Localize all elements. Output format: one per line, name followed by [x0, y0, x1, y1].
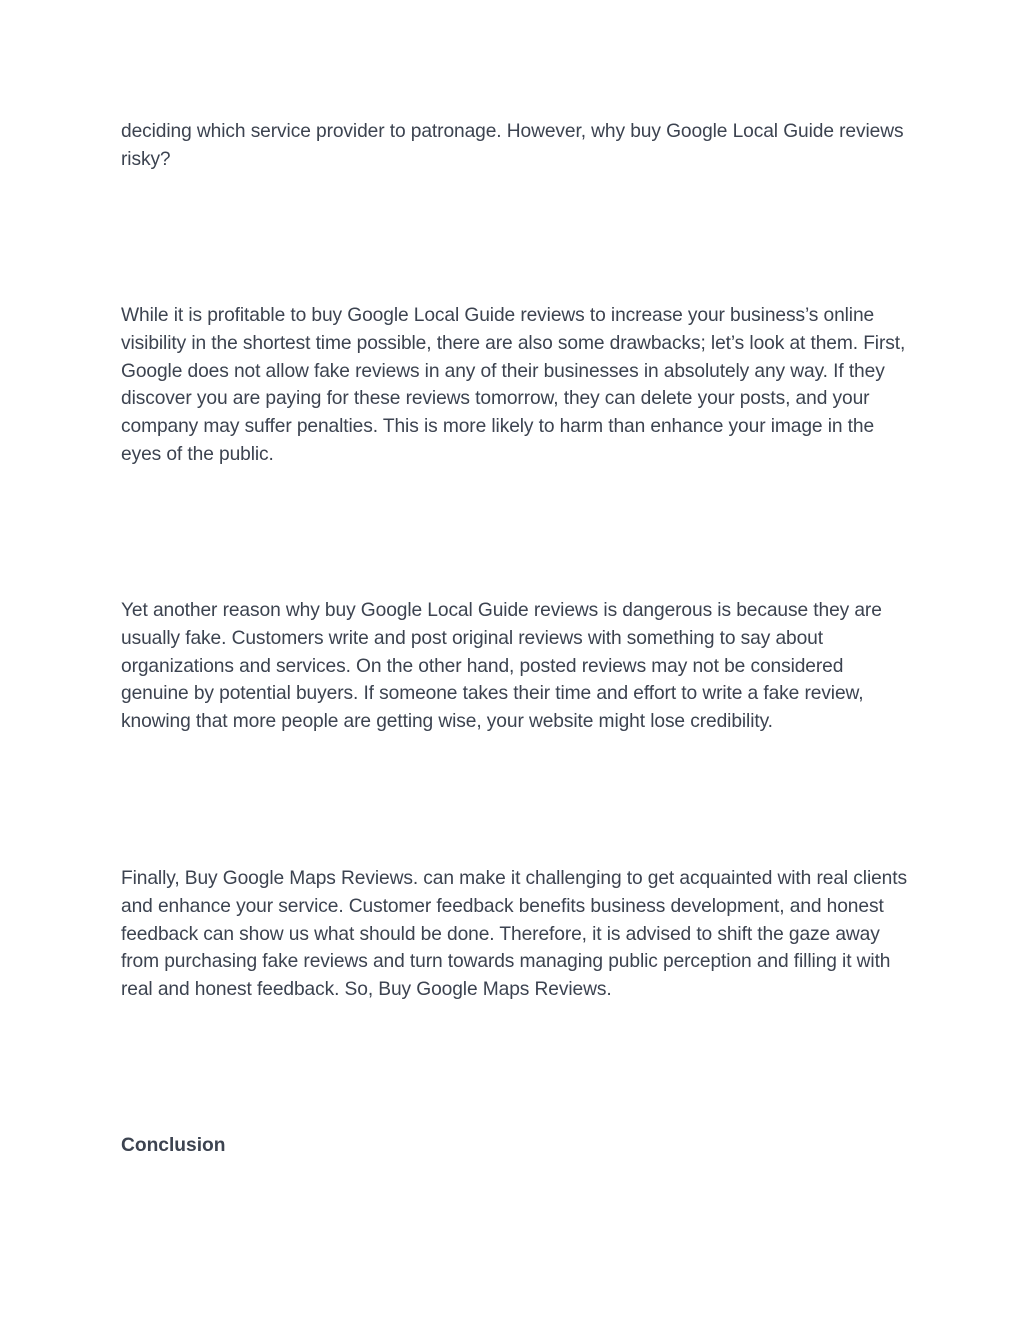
paragraph-finally: Finally, Buy Google Maps Reviews. can make it challenging to get acquainted with real clients and enhance your service. Customer feedback benefits business development, and honest feedback can show us what should be done. Therefore, it is advised to shift the gaze away from purchasing fake reviews and turn towards managing public perception and filling it with real and honest feedback. So, Buy Google Maps Reviews. — [121, 868, 907, 1001]
paragraph-intro-continuation: deciding which service provider to patronage. However, why buy Google Local Guide reviews risky? — [121, 121, 904, 170]
paragraph-drawbacks: While it is profitable to buy Google Local Guide reviews to increase your business’s online visibility in the shortest time possible, there are also some drawbacks; let’s look at them. First, Google does not allow fake reviews in any of their businesses in absolutely any way. If they discover you are paying for these reviews tomorrow, they can delete your posts, and your company may suffer penalties. This is more likely to harm than enhance your image in the eyes of the public. — [121, 305, 906, 465]
paragraph-fake-reviews: Yet another reason why buy Google Local Guide reviews is dangerous is because they are usually fake. Customers write and post original reviews with something to say about organizations and services. On the other hand, posted reviews may not be considered genuine by potential buyers. If someone takes their time and effort to write a fake review, knowing that more people are getting wise, your website might lose credibility. — [121, 600, 882, 733]
section-heading-conclusion: Conclusion — [121, 1135, 226, 1156]
